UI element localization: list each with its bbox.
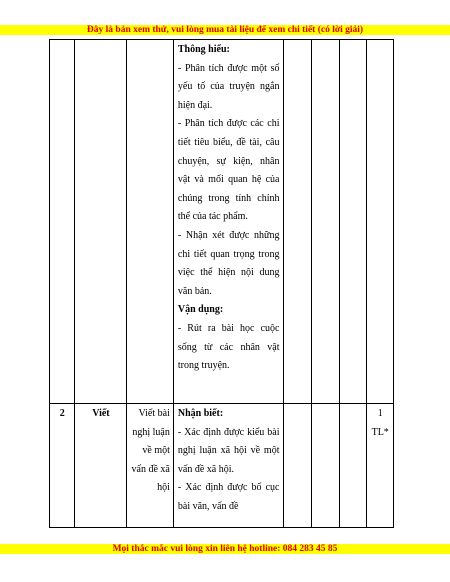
cell-requirements bbox=[173, 40, 284, 404]
hotline-notice: Mọi thắc mắc vui lòng xin liên hệ hotline: 084 283 45 85 bbox=[0, 544, 450, 554]
cell-number bbox=[50, 40, 75, 404]
cell-level-2 bbox=[312, 40, 340, 404]
preview-notice: Đây là bản xem thử, vui lòng mua tài liệu để xem chi tiết (có lời giải) bbox=[0, 25, 450, 35]
cell-skill bbox=[75, 40, 127, 404]
requirement-item: - Xác định được kiểu bài nghị luận xã hội về một vấn đề xã hội. bbox=[177, 426, 280, 475]
requirement-item: - Rút ra bài học cuộc sống từ các nhân vật trong truyện. bbox=[177, 322, 280, 372]
cell-level-4 bbox=[367, 404, 394, 528]
cell-level-1 bbox=[284, 40, 312, 404]
cell-unit: Viết bài nghị luận về một vấn đề xã hội bbox=[127, 404, 173, 528]
level-heading-application: Vận dụng: bbox=[177, 304, 224, 316]
level-heading-understanding: Thông hiểu: bbox=[177, 44, 230, 55]
cell-level-3 bbox=[339, 404, 367, 528]
cell-skill: Viết bbox=[75, 404, 127, 528]
level-heading-recognition: Nhận biết: bbox=[177, 408, 224, 419]
assessment-matrix-table bbox=[49, 39, 394, 528]
cell-level-2 bbox=[312, 404, 340, 528]
cell-level-4 bbox=[367, 40, 394, 404]
requirement-item: - Xác định được bố cục bài văn, vấn đề bbox=[177, 482, 280, 512]
question-type: TL* bbox=[371, 426, 389, 438]
cell-level-3 bbox=[339, 40, 367, 404]
table-row bbox=[50, 40, 394, 404]
requirement-item: - Nhận xét được những chi tiết quan trọng trong việc thể hiện nội dung văn bản. bbox=[177, 229, 280, 297]
requirement-item: - Phân tích được một số yếu tố của truyện ngắn hiện đại. bbox=[177, 62, 280, 111]
question-count: 1 bbox=[377, 408, 383, 419]
table-row bbox=[50, 404, 394, 528]
cell-unit bbox=[127, 40, 173, 404]
requirement-item: - Phân tích được các chi tiết tiêu biểu, đề tài, câu chuyện, sự kiện, nhân vật và mối quan hệ của chúng trong tính chỉnh thể của tác phẩm. bbox=[177, 118, 280, 223]
cell-number: 2 bbox=[50, 404, 75, 528]
cell-requirements bbox=[173, 404, 284, 528]
cell-level-1 bbox=[284, 404, 312, 528]
